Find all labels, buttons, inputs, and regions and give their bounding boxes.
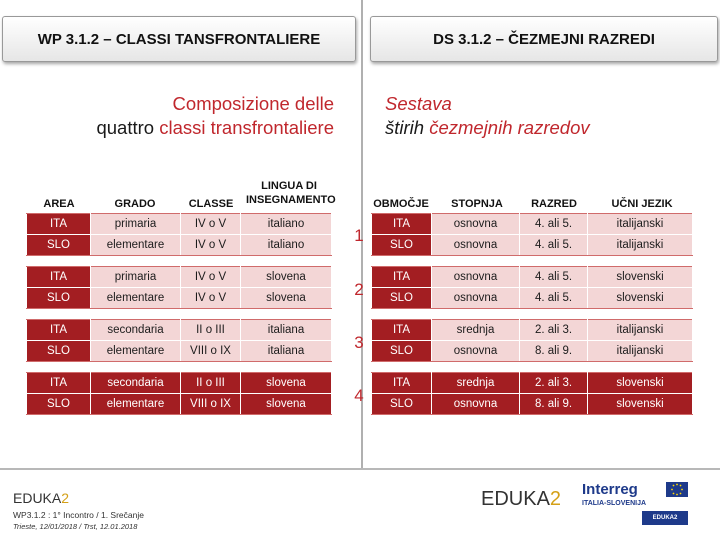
table-row bbox=[372, 394, 693, 415]
grade-cell: secondaria bbox=[91, 373, 181, 394]
grade-cell: srednja bbox=[432, 373, 520, 394]
col-header-obmocje: OBMOČJE bbox=[373, 198, 429, 210]
interreg-wordmark: Interreg bbox=[582, 481, 638, 498]
group-1-table-italian bbox=[26, 213, 332, 256]
table-row bbox=[372, 267, 693, 288]
table-row bbox=[27, 373, 332, 394]
table-row bbox=[27, 235, 332, 256]
grade-cell: srednja bbox=[432, 320, 520, 341]
area-cell: ITA bbox=[27, 373, 91, 394]
eduka2-logo-small: EDUKA2 bbox=[13, 490, 70, 506]
class-cell: II o III bbox=[181, 320, 241, 341]
footer-divider bbox=[0, 468, 720, 470]
col-header-ucni-jezik: UČNI JEZIK bbox=[611, 198, 673, 210]
col-header-grado: GRADO bbox=[114, 198, 156, 210]
language-cell: slovena bbox=[241, 288, 332, 309]
table-row bbox=[372, 341, 693, 362]
col-header-area: AREA bbox=[43, 198, 75, 210]
col-header-lingua: LINGUA DI INSEGNAMENTO bbox=[246, 180, 336, 206]
grade-cell: elementare bbox=[91, 235, 181, 256]
col-header-classe: CLASSE bbox=[188, 198, 234, 210]
area-cell: ITA bbox=[27, 214, 91, 235]
grade-cell: osnovna bbox=[432, 214, 520, 235]
area-cell: SLO bbox=[27, 235, 91, 256]
grade-cell: elementare bbox=[91, 394, 181, 415]
interreg-region: ITALIA-SLOVENIJA bbox=[582, 500, 647, 507]
area-cell: ITA bbox=[372, 267, 432, 288]
class-cell: IV o V bbox=[181, 214, 241, 235]
area-cell: ITA bbox=[27, 320, 91, 341]
class-cell: VIII o IX bbox=[181, 341, 241, 362]
table-row bbox=[372, 214, 693, 235]
group-number-1: 1 bbox=[354, 226, 364, 245]
grade-cell: osnovna bbox=[432, 288, 520, 309]
subtitle-italian bbox=[96, 92, 334, 140]
class-cell: 8. ali 9. bbox=[520, 341, 588, 362]
group-number-4: 4 bbox=[354, 386, 364, 405]
area-cell: ITA bbox=[27, 267, 91, 288]
class-cell: 4. ali 5. bbox=[520, 214, 588, 235]
class-cell: II o III bbox=[181, 373, 241, 394]
area-cell: ITA bbox=[372, 373, 432, 394]
eduka2-logo-large: EDUKA2 bbox=[481, 488, 562, 510]
subtitle-italian-line2: quattro classi transfrontaliere bbox=[96, 117, 334, 138]
subtitle-slovenian bbox=[385, 92, 590, 140]
class-cell: 8. ali 9. bbox=[520, 394, 588, 415]
eu-flag-icon bbox=[666, 482, 688, 497]
header-left-title: WP 3.1.2 – CLASSI TANSFRONTALIERE bbox=[2, 16, 356, 62]
language-cell: slovena bbox=[241, 394, 332, 415]
class-cell: 2. ali 3. bbox=[520, 320, 588, 341]
grade-cell: osnovna bbox=[432, 341, 520, 362]
area-cell: SLO bbox=[372, 235, 432, 256]
class-cell: IV o V bbox=[181, 235, 241, 256]
language-cell: italijanski bbox=[588, 235, 693, 256]
language-cell: italijanski bbox=[588, 341, 693, 362]
subtitle-slovenian-line1: Sestava bbox=[385, 93, 452, 114]
group-2-table-italian bbox=[26, 266, 332, 309]
project-badge: EDUKA2 bbox=[642, 511, 688, 525]
class-cell: 2. ali 3. bbox=[520, 373, 588, 394]
class-cell: 4. ali 5. bbox=[520, 288, 588, 309]
language-cell: slovena bbox=[241, 373, 332, 394]
language-cell: slovenski bbox=[588, 267, 693, 288]
grade-cell: elementare bbox=[91, 341, 181, 362]
meeting-label: WP3.1.2 : 1° Incontro / 1. Srečanje bbox=[13, 510, 144, 520]
area-cell: SLO bbox=[27, 394, 91, 415]
grade-cell: secondaria bbox=[91, 320, 181, 341]
language-cell: italiana bbox=[241, 341, 332, 362]
interreg-logo bbox=[582, 481, 690, 527]
area-cell: ITA bbox=[372, 320, 432, 341]
group-1-table-slovenian bbox=[371, 213, 693, 256]
table-row bbox=[372, 235, 693, 256]
col-header-razred: RAZRED bbox=[531, 198, 577, 210]
area-cell: SLO bbox=[372, 341, 432, 362]
class-cell: IV o V bbox=[181, 288, 241, 309]
meeting-dates: Trieste, 12/01/2018 / Trst, 12.01.2018 bbox=[13, 522, 138, 531]
grade-cell: primaria bbox=[91, 214, 181, 235]
language-cell: slovena bbox=[241, 267, 332, 288]
language-cell: italiana bbox=[241, 320, 332, 341]
table-row bbox=[27, 341, 332, 362]
table-row bbox=[27, 394, 332, 415]
group-3-table-italian bbox=[26, 319, 332, 362]
group-4-table-slovenian bbox=[371, 372, 693, 415]
language-cell: slovenski bbox=[588, 288, 693, 309]
class-cell: VIII o IX bbox=[181, 394, 241, 415]
area-cell: ITA bbox=[372, 214, 432, 235]
area-cell: SLO bbox=[27, 288, 91, 309]
header-right-title: DS 3.1.2 – ČEZMEJNI RAZREDI bbox=[370, 16, 718, 62]
group-number-2: 2 bbox=[354, 280, 364, 299]
table-row bbox=[372, 373, 693, 394]
table-row bbox=[372, 320, 693, 341]
subtitle-slovenian-line2: štirih čezmejnih razredov bbox=[385, 117, 590, 138]
grade-cell: osnovna bbox=[432, 267, 520, 288]
group-3-table-slovenian bbox=[371, 319, 693, 362]
area-cell: SLO bbox=[372, 288, 432, 309]
table-row bbox=[27, 267, 332, 288]
area-cell: SLO bbox=[27, 341, 91, 362]
grade-cell: elementare bbox=[91, 288, 181, 309]
group-number-3: 3 bbox=[354, 333, 364, 352]
table-row bbox=[27, 214, 332, 235]
grade-cell: osnovna bbox=[432, 394, 520, 415]
table-row bbox=[27, 320, 332, 341]
group-4-table-italian bbox=[26, 372, 332, 415]
area-cell: SLO bbox=[372, 394, 432, 415]
group-2-table-slovenian bbox=[371, 266, 693, 309]
class-cell: 4. ali 5. bbox=[520, 267, 588, 288]
class-cell: 4. ali 5. bbox=[520, 235, 588, 256]
language-cell: italijanski bbox=[588, 320, 693, 341]
col-header-stopnja: STOPNJA bbox=[451, 198, 503, 210]
language-cell: italiano bbox=[241, 235, 332, 256]
grade-cell: osnovna bbox=[432, 235, 520, 256]
language-cell: slovenski bbox=[588, 394, 693, 415]
subtitle-italian-line1: Composizione delle bbox=[172, 93, 334, 114]
language-cell: italiano bbox=[241, 214, 332, 235]
table-row bbox=[27, 288, 332, 309]
class-cell: IV o V bbox=[181, 267, 241, 288]
grade-cell: primaria bbox=[91, 267, 181, 288]
language-cell: italijanski bbox=[588, 214, 693, 235]
language-cell: slovenski bbox=[588, 373, 693, 394]
table-row bbox=[372, 288, 693, 309]
